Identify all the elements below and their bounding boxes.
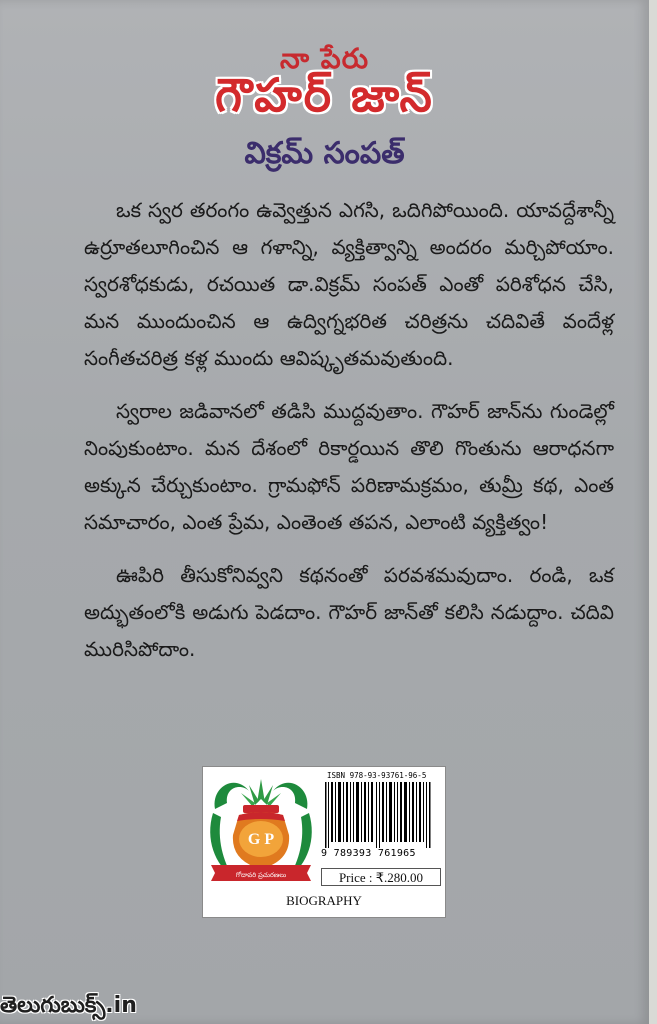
barcode-number: 9 789393 761965 <box>321 848 416 859</box>
cover-subtitle: నా పేరు <box>279 42 370 75</box>
cover-title: గౌహర్ జాన్ <box>215 68 434 122</box>
logo-letters: G P <box>247 831 275 848</box>
price-label: Price : ₹.280.00 <box>321 868 441 886</box>
isbn-text: ISBN 978-93-93761-96-5 <box>327 771 427 780</box>
publisher-info-box <box>203 767 445 917</box>
publisher-logo <box>205 769 317 889</box>
blurb-paragraph-3: ఊపిరి తీసుకోనివ్వని కథనంతో పరవశమవుదాం. రండి, ఒక అద్భుతంలోకి అడుగు పెడదాం. గౌహర్ జాన్‌తో కలిసి నడుద్దాం. చదివి మురిసిపోదాం. <box>84 563 614 661</box>
site-watermark: తెలుగుబుక్స్.in <box>0 993 137 1018</box>
kalash-logo-icon <box>205 769 317 889</box>
blurb-paragraph-1: ఒక స్వర తరంగం ఉవ్వెత్తున ఎగసి, ఒదిగిపోయింది. యావద్దేశాన్నీ ఉర్రూతలూగించిన ఆ గళాన్ని, వ్యక్తిత్వాన్ని అందరం మర్చిపోయాం. స్వరశోధకుడు, రచయిత డా.విక్రమ్ సంపత్ ఎంతో పరిశోధన చేసి, మన ముందుంచిన ఆ ఉద్విగ్నభరిత చరిత్రను చదివితే వందేళ్ల సంగీతచరిత్ర కళ్ల ముందు ఆవిష్కృతమవుతుంది. <box>84 198 614 370</box>
barcode-bars-icon <box>325 782 435 848</box>
category-label: BIOGRAPHY <box>286 893 362 908</box>
logo-ribbon-text: గోదావరి ప్రచురణలు <box>235 871 287 879</box>
blurb-text <box>84 180 614 684</box>
cover-author: విక్రమ్ సంపత్ <box>244 136 405 171</box>
page-edge <box>649 0 657 1024</box>
blurb-paragraph-2: స్వరాల జడివానలో తడిసి ముద్దవుతాం. గౌహర్ జాన్‌ను గుండెల్లో నింపుకుంటాం. మన దేశంలో రికార్డయిన తొలి గొంతును ఆరాధనగా అక్కున చేర్చుకుంటాం. గ్రామఫోన్ పరిణామక్రమం, తుమ్రీ కథ, ఎంత సమాచారం, ఎంత ప్రేమ, ఎంతెంత తపన, ఎలాంటి వ్యక్తిత్వం! <box>84 399 614 534</box>
barcode <box>319 769 441 863</box>
